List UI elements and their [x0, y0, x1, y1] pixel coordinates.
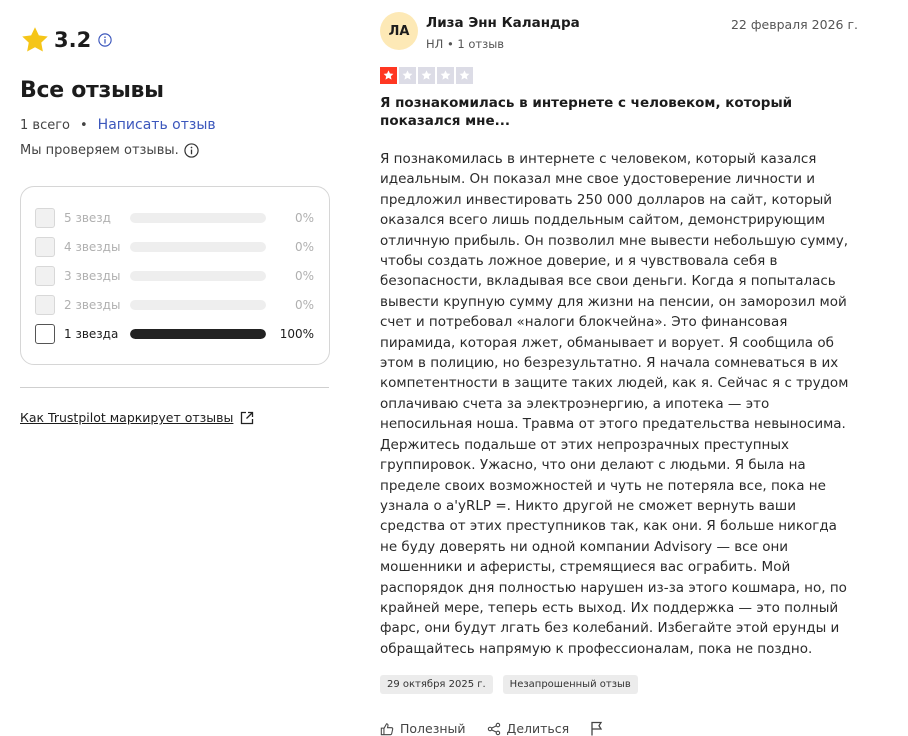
report-button[interactable] [590, 721, 610, 736]
review-actions [380, 721, 858, 736]
review-card [380, 12, 858, 736]
rating-value: 3.2 [54, 28, 92, 52]
experience-date-tag: 29 октября 2025 г. [380, 675, 493, 694]
filter-checkbox[interactable] [35, 295, 55, 315]
avatar[interactable]: ЛА [380, 12, 418, 50]
info-icon[interactable] [184, 143, 199, 158]
helpful-button[interactable] [380, 721, 466, 736]
distribution-row-3[interactable] [35, 261, 315, 290]
star-filled-icon [380, 67, 397, 84]
how-trustpilot-labels-link[interactable] [20, 410, 330, 425]
distribution-bar [130, 329, 266, 339]
distribution-bar [130, 271, 266, 281]
filter-checkbox[interactable] [35, 237, 55, 257]
reviewer-review-count: 1 отзыв [457, 37, 505, 51]
reviewer-info [426, 15, 580, 51]
page-title: Все отзывы [20, 78, 164, 103]
distribution-bar [130, 300, 266, 310]
distribution-bar-fill [130, 329, 266, 339]
helpful-label: Полезный [400, 721, 466, 736]
star-empty-icon [399, 67, 416, 84]
flag-icon [590, 721, 604, 736]
reviewer-meta: НЛ • 1 отзыв [426, 37, 505, 51]
distribution-bar [130, 242, 266, 252]
review-body: Я познакомилась в интернете с человеком, который казался идеальным. Он показал мне свое удостоверение личности и предложил инвестировать 250 000 долларов на сайт, который оказался всего лишь поддельным сайтом, демонстрирующим отличную прибыль. Он позволил мне вывести небольшую сумму, чтобы создать ложное доверие, и я чувствовала себя в безопасности, вкладывая все свои деньги. Когда я попыталась вывести крупную сумму для жизни на пенсии, он заморозил мой счет и потребовал «налоги блокчейна». Это финансовая пирамида, которая лжет, обманывает и ворует. Я сообщила об этом в полицию, но безрезультатно. Я начала сомневаться в их компетентности в защите таких людей, как я. Сейчас я с трудом оплачиваю счета за электроэнергию, а ипотека — это непосильная ноша. Травма от этого предательства невыносима. Держитесь подальше от этих непрозрачных преступных группировок. Ужасно, что они делают с людьми. Я была на пределе своих возможностей и чуть не потеряла все, пока не узнала о a'yRLP =. Никто другой не сможет вернуть ваши средства от этих преступников так, как они. Я больше никогда не буду доверять ни одной компании Advisory — все они мошенники и аферисты, стремящиеся вас ограбить. Мой распорядок дня полностью нарушен из-за этого кошмара, но, по крайней мере, теперь есть выход. Их поддержка — это полный фарс, они будут лгать без колебаний. Избегайте этой ерунды и обращайтесь напрямую к профессионалам, пока не поздно. [380, 151, 849, 657]
review-date: 22 февраля 2026 г. [730, 17, 858, 32]
star-rating [380, 67, 858, 84]
write-review-link[interactable]: Написать отзыв [97, 117, 216, 133]
summary-panel [20, 20, 330, 425]
distribution-label: 2 звезды [64, 297, 121, 312]
distribution-percent: 100% [279, 326, 314, 341]
review-tags [380, 675, 858, 694]
info-icon[interactable] [98, 33, 112, 47]
distribution-label: 3 звезды [64, 268, 121, 283]
distribution-row-1[interactable] [35, 319, 315, 348]
meta-separator-dot: • [80, 117, 88, 133]
share-label: Делиться [506, 721, 570, 736]
share-icon [487, 722, 501, 736]
filter-checkbox[interactable] [35, 208, 55, 228]
distribution-label: 1 звезда [64, 326, 119, 341]
review-title: Я познакомилась в интернете с человеком, который показался мне... [380, 95, 793, 129]
filter-checkbox[interactable] [35, 266, 55, 286]
review-total: 1 всего [20, 117, 70, 133]
rating-row [20, 20, 330, 60]
reviewer-country: НЛ [426, 37, 444, 51]
reviewer-header [380, 12, 858, 51]
reviewer-name[interactable]: Лиза Энн Каландра [426, 15, 580, 31]
verify-note [20, 143, 330, 158]
how-link-label: Как Trustpilot маркирует отзывы [20, 410, 234, 425]
distribution-label: 4 звезды [64, 239, 121, 254]
rating-distribution [20, 186, 330, 365]
distribution-percent: 0% [294, 210, 314, 225]
star-empty-icon [418, 67, 435, 84]
distribution-label: 5 звезд [64, 210, 111, 225]
distribution-row-4[interactable] [35, 232, 315, 261]
external-link-icon [240, 411, 254, 425]
distribution-bar [130, 213, 266, 223]
filter-checkbox[interactable] [35, 324, 55, 344]
thumbs-up-icon [380, 722, 394, 736]
distribution-percent: 0% [294, 239, 314, 254]
share-button[interactable] [487, 721, 570, 736]
distribution-percent: 0% [294, 268, 314, 283]
distribution-percent: 0% [294, 297, 314, 312]
distribution-row-5[interactable] [35, 203, 315, 232]
star-icon [20, 25, 50, 55]
divider [20, 387, 329, 388]
summary-meta [20, 117, 330, 133]
unprompted-review-tag: Незапрошенный отзыв [503, 675, 638, 694]
star-empty-icon [456, 67, 473, 84]
verify-text: Мы проверяем отзывы. [20, 143, 179, 158]
distribution-row-2[interactable] [35, 290, 315, 319]
star-empty-icon [437, 67, 454, 84]
